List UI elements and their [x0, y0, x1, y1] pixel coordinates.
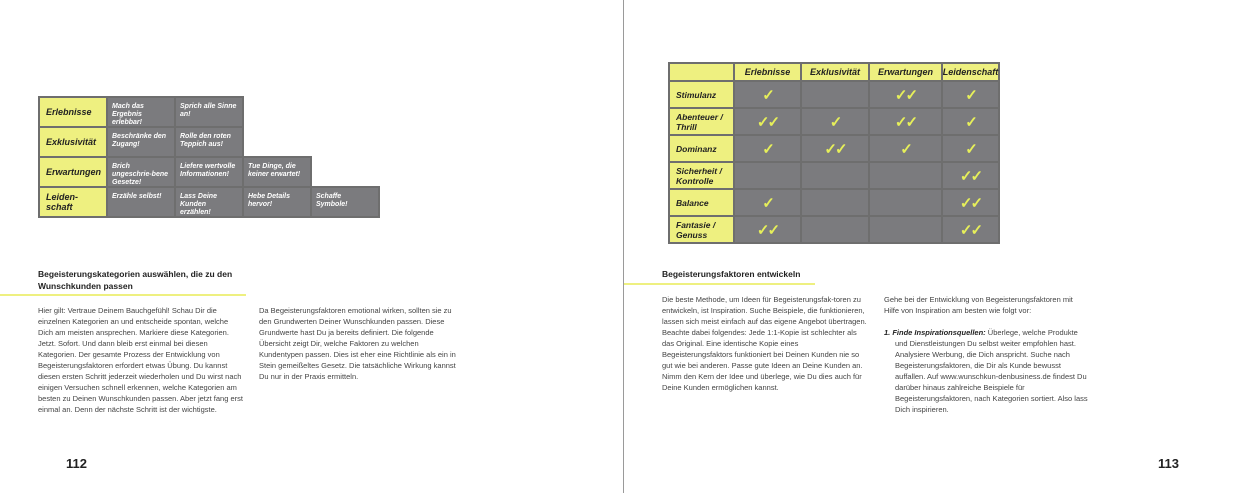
check-icon: ✓✓ [959, 221, 982, 239]
column-header: Erwartungen [868, 62, 943, 82]
table-cell [868, 107, 943, 136]
table-cell [868, 188, 943, 217]
section-heading: Begeisterungskategorien auswählen, die zu den Wunschkunden passen [38, 269, 233, 291]
table-cell [800, 188, 870, 217]
table-cell [800, 161, 870, 190]
table-row [38, 186, 378, 218]
table-cell [800, 215, 870, 244]
check-icon: ✓✓ [824, 140, 846, 158]
check-icon: ✓ [829, 113, 841, 131]
row-header: Balance [668, 188, 735, 217]
check-icon: ✓ [965, 86, 976, 104]
table-row [38, 96, 242, 128]
column-header: Erlebnisse [733, 62, 802, 82]
table-cell [868, 161, 943, 190]
check-icon: ✓✓ [756, 113, 779, 131]
row-header: Exklusivität [38, 126, 108, 158]
table-row [668, 188, 998, 215]
table-row [668, 80, 998, 107]
table-header-row [668, 62, 998, 80]
body-text-column-2: Da Begeisterungsfaktoren emotional wirken, sollten sie zu den Grundwerten Deiner Wunschkunden passen. Diese Grundwerte hast Du ja bereits definiert. Die folgende Übersicht zeigt Dir, welche Faktoren zu welchen Kundentypen passen. Dies ist eher eine Richtlinie als ein in Stein gemeißeltes Gesetz. Die tatsächliche Wirkung kannst Du nur in der Praxis ermitteln. [259, 306, 456, 381]
check-icon: ✓✓ [894, 113, 917, 131]
table-cell [941, 215, 1000, 244]
check-icon: ✓ [965, 113, 976, 131]
check-icon: ✓✓ [959, 167, 982, 185]
check-icon: ✓✓ [959, 194, 982, 212]
column-2-intro: Gehe bei der Entwicklung von Begeisterungsfaktoren mit Hilfe von Inspiration am besten wie folgt vor: [884, 295, 1073, 315]
row-header: Leiden-schaft [38, 186, 108, 218]
column-header: Leidenschaft [941, 62, 1000, 82]
section-heading: Begeisterungsfaktoren entwickeln [662, 269, 801, 279]
check-icon: ✓✓ [894, 86, 917, 104]
table-row [668, 161, 998, 188]
row-header: Erlebnisse [38, 96, 108, 128]
check-icon: ✓✓ [756, 221, 779, 239]
body-text-column-2 [884, 294, 1089, 415]
page-divider [623, 0, 624, 493]
table-cell: Mach das Ergebnis erlebbar! [106, 96, 176, 128]
check-icon: ✓ [762, 86, 773, 104]
table-cell [733, 161, 802, 190]
list-item-text: Überlege, welche Produkte und Dienstleistungen Du selbst weiter empfohlen hast. Analysiere Werbung, die Dich anspricht. Suche nach Begeisterungsfaktoren, die Dir als Kunde bewusst auffallen. Auf www.wunschkun-denbusiness.de findest Du darüber hinaus zahlreiche Beispiele für Begeisterungsfaktoren, nach Kategorien sortiert. Also lass Dich inspirieren. [895, 328, 1088, 414]
table-cell [868, 80, 943, 109]
table-cell [941, 107, 1000, 136]
row-header: Sicherheit / Kontrolle [668, 161, 735, 190]
heading-underline [624, 283, 815, 285]
list-item [884, 327, 1089, 415]
table-cell [800, 134, 870, 163]
row-header: Fantasie / Genuss [668, 215, 735, 244]
check-icon: ✓ [762, 194, 773, 212]
table-cell [941, 188, 1000, 217]
table-cell [733, 107, 802, 136]
table-cell [941, 134, 1000, 163]
check-icon: ✓ [900, 140, 911, 158]
table-cell [733, 80, 802, 109]
page-number: 113 [1158, 456, 1179, 471]
table-row [38, 156, 310, 188]
table-cell [733, 215, 802, 244]
table-cell: Brich ungeschrie-bene Gesetze! [106, 156, 176, 188]
table-cell [800, 107, 870, 136]
row-header: Abenteuer / Thrill [668, 107, 735, 136]
table-cell: Liefere wertvolle Informationen! [174, 156, 244, 188]
page-number: 112 [66, 456, 87, 471]
check-icon: ✓ [762, 140, 773, 158]
factors-table [668, 62, 998, 242]
table-cell: Beschränke den Zugang! [106, 126, 176, 158]
table-row [38, 126, 242, 158]
corner-cell [668, 62, 735, 82]
table-cell [941, 80, 1000, 109]
heading-underline [0, 294, 246, 296]
row-header: Erwartungen [38, 156, 108, 188]
body-text-column-1: Die beste Methode, um Ideen für Begeisterungsfak-toren zu entwickeln, ist Inspiration. Suche Beispiele, die funktionieren, lassen sich meist einfach auf das eigene Angebot übertragen. Beachte dabei folgendes: Jede 1:1-Kopie ist schlechter als das Original. Eine identische Kopie eines Begeisterungsfaktors funktioniert bei Deinen Kunden nie so gut wie bei anderen. Passe gute Ideen an Deine Kunden an. Nimm den Kern der Idee und überlege, wie Du dies auch für Deine Kunden ermöglichen kannst. [662, 295, 867, 392]
table-cell: Erzähle selbst! [106, 186, 176, 218]
table-cell: Lass Deine Kunden erzählen! [174, 186, 244, 218]
table-cell [733, 188, 802, 217]
table-cell [733, 134, 802, 163]
table-cell [941, 161, 1000, 190]
table-row [668, 107, 998, 134]
table-cell: Hebe Details hervor! [242, 186, 312, 218]
list-item-label: 1. Finde Inspirationsquellen: [884, 328, 986, 337]
table-cell: Schaffe Symbole! [310, 186, 380, 218]
check-icon: ✓ [965, 140, 976, 158]
body-text-column-1: Hier gilt: Vertraue Deinem Bauchgefühl! Schau Dir die einzelnen Kategorien an und entscheide spontan, welche Dich am meisten ansprechen. Markiere diese Kategorien. Jetzt. Sofort. Und dann bleib erst einmal bei diesen Kategorien. Der gesamte Prozess der Entwicklung von Begeisterungsfaktoren erfordert etwas Übung. Du kannst diesen ersten Schritt jederzeit wiederholen und Du wirst nach einigen Versuchen schnell erkennen, welche Kategorien am besten zu Deinen Wunschkunden passen. Aber jetzt fang erst einmal an. Denn der nächste Schritt ist der wichtigste. [38, 306, 243, 414]
table-row [668, 215, 998, 242]
column-header: Exklusivität [800, 62, 870, 82]
table-row [668, 134, 998, 161]
table-cell: Tue Dinge, die keiner erwartet! [242, 156, 312, 188]
table-cell: Sprich alle Sinne an! [174, 96, 244, 128]
table-cell [868, 215, 943, 244]
table-cell [800, 80, 870, 109]
table-cell: Rolle den roten Teppich aus! [174, 126, 244, 158]
row-header: Dominanz [668, 134, 735, 163]
table-cell [868, 134, 943, 163]
row-header: Stimulanz [668, 80, 735, 109]
